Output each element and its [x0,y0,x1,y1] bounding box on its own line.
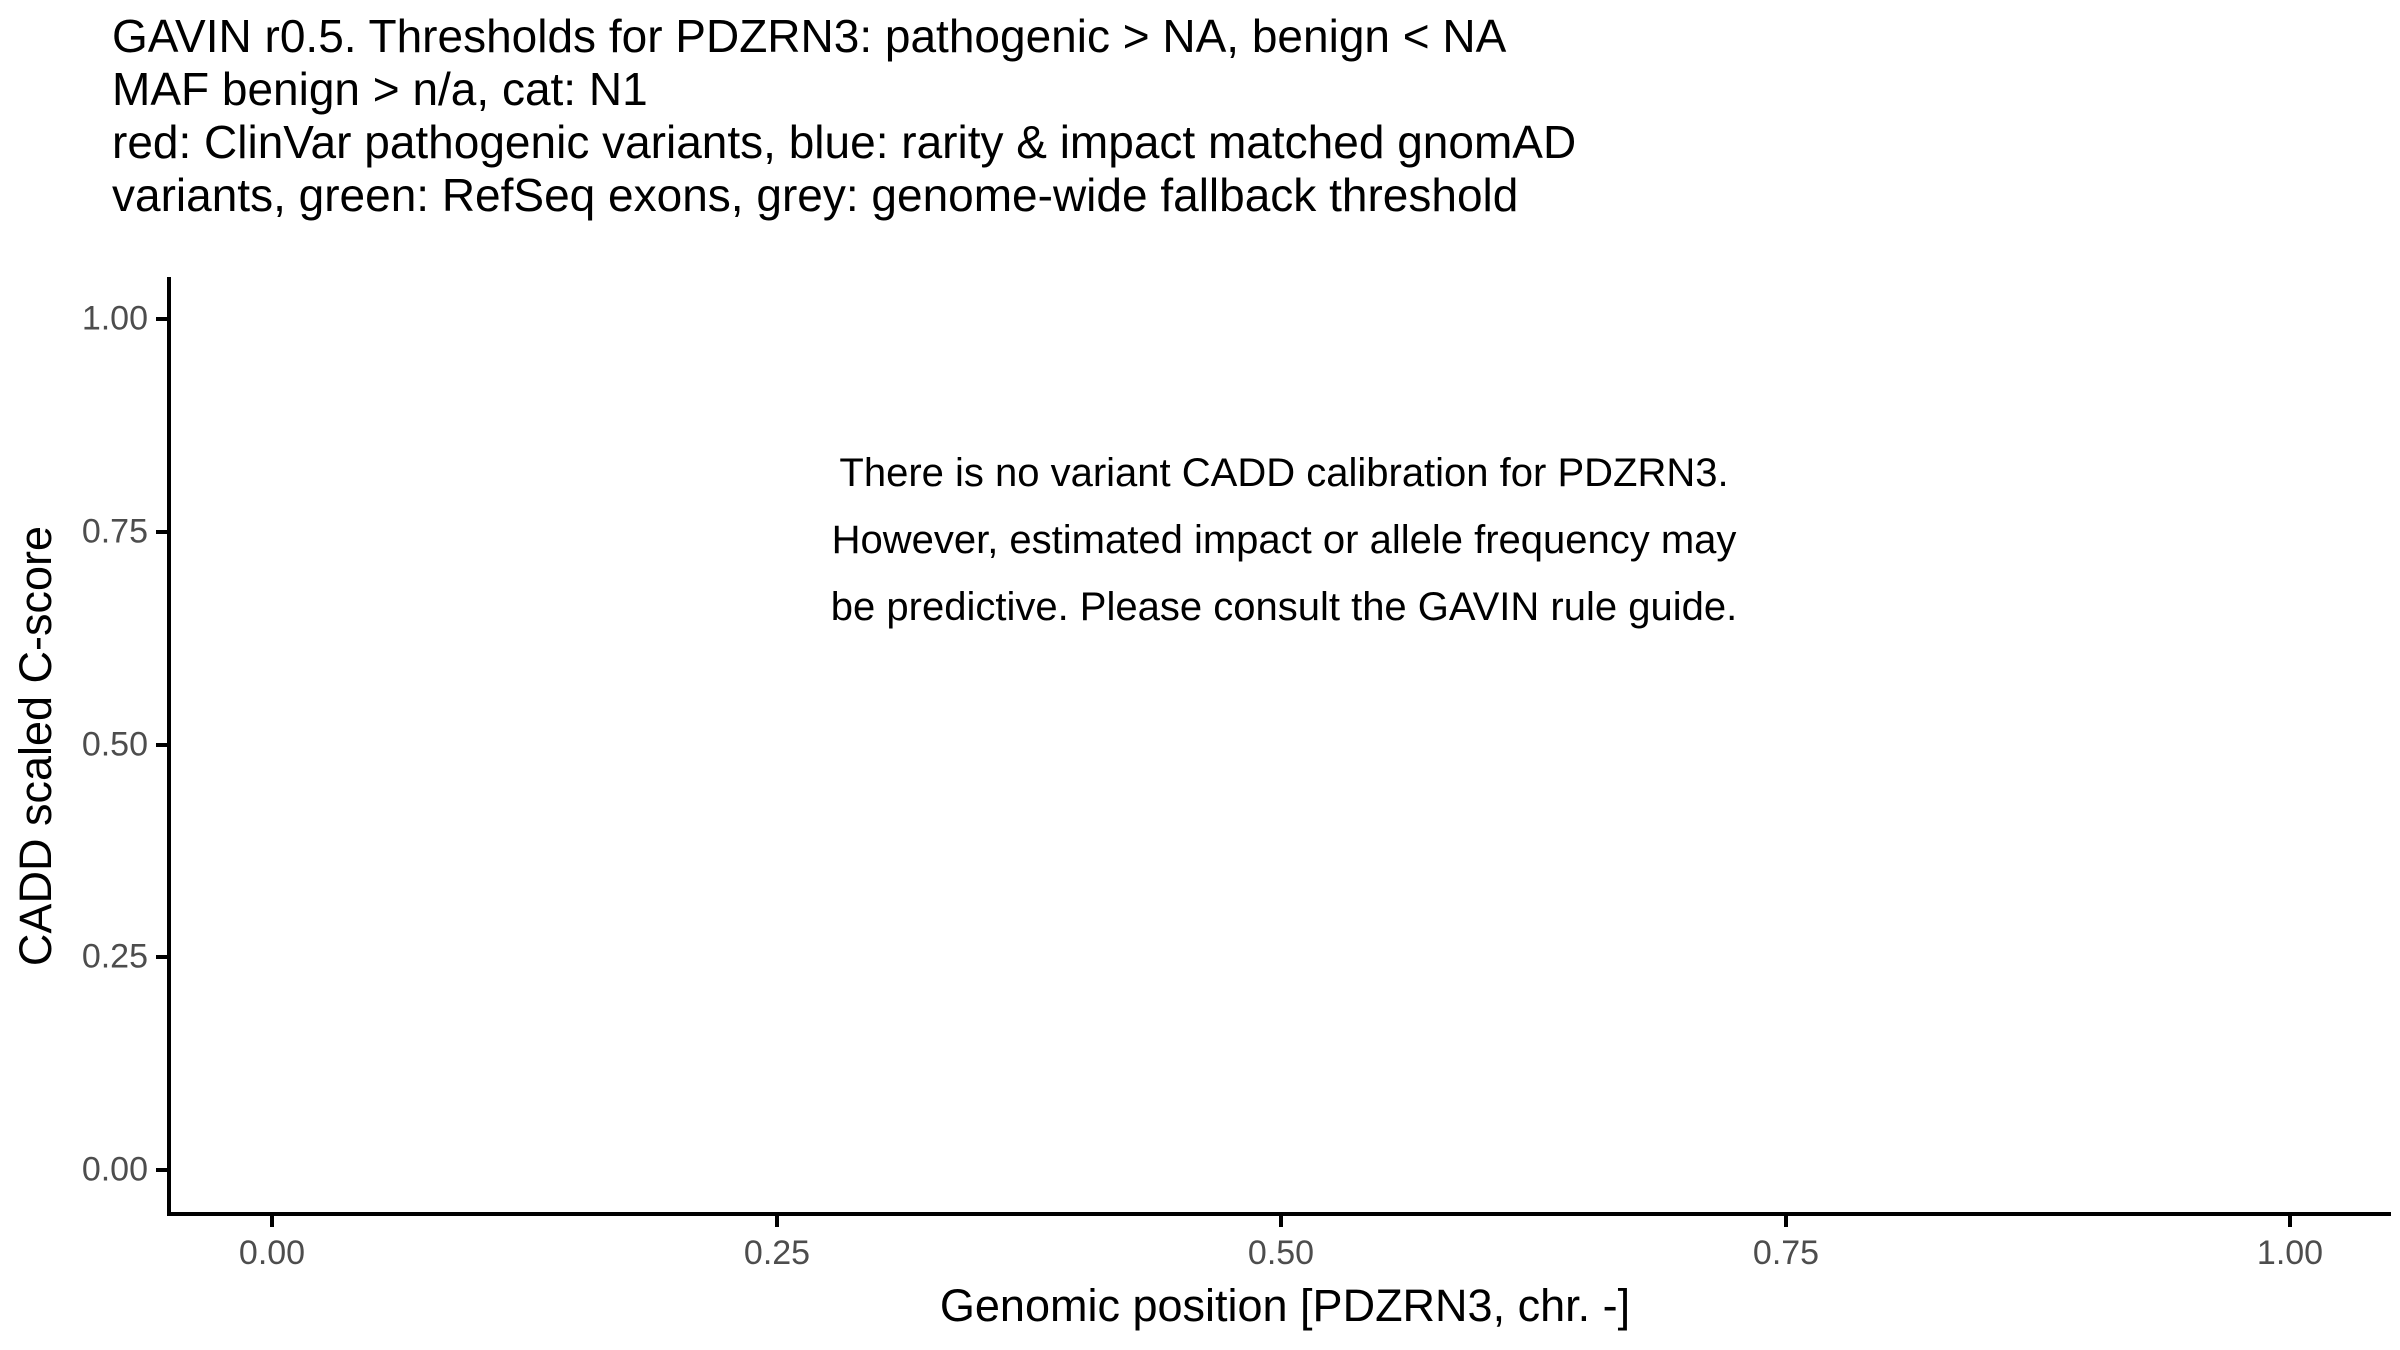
x-tick-mark [775,1216,779,1227]
y-tick-label: 0.00 [81,1150,148,1189]
y-tick-mark [156,530,167,534]
x-tick-mark [2288,1216,2292,1227]
y-tick-mark [156,955,167,959]
panel-annotation-line: However, estimated impact or allele frequency may [831,518,1737,562]
plot-title [112,10,1576,222]
y-tick-label: 0.50 [81,725,148,764]
y-axis-title: CADD scaled C-score [10,525,61,967]
x-axis-title: Genomic position [PDZRN3, chr. -] [939,1280,1631,1331]
x-tick-label: 0.25 [743,1234,811,1272]
panel-annotation-line: be predictive. Please consult the GAVIN rule guide. [830,585,1738,629]
plot-title-line: variants, green: RefSeq exons, grey: genome-wide fallback threshold [112,169,1519,221]
y-tick-label: 1.00 [81,299,148,338]
x-tick-mark [1279,1216,1283,1227]
x-tick-label: 0.75 [1752,1234,1820,1272]
plot-title-line: red: ClinVar pathogenic variants, blue: rarity & impact matched gnomAD [112,116,1577,168]
x-tick-label: 0.50 [1247,1234,1315,1272]
plot-title-line: GAVIN r0.5. Thresholds for PDZRN3: pathogenic > NA, benign < NA [112,10,1507,62]
x-tick-label: 0.00 [238,1234,306,1272]
x-tick-mark [270,1216,274,1227]
plot-title-line: MAF benign > n/a, cat: N1 [112,63,648,115]
y-axis-line [167,277,171,1216]
x-tick-mark [1784,1216,1788,1227]
y-tick-label: 0.25 [81,937,148,976]
y-tick-label: 0.75 [81,512,148,551]
panel-annotation-line: There is no variant CADD calibration for PDZRN3. [839,451,1729,495]
x-tick-label: 1.00 [2256,1234,2324,1272]
y-tick-mark [156,1168,167,1172]
y-tick-mark [156,743,167,747]
panel-annotation [831,440,1737,641]
y-tick-mark [156,317,167,321]
